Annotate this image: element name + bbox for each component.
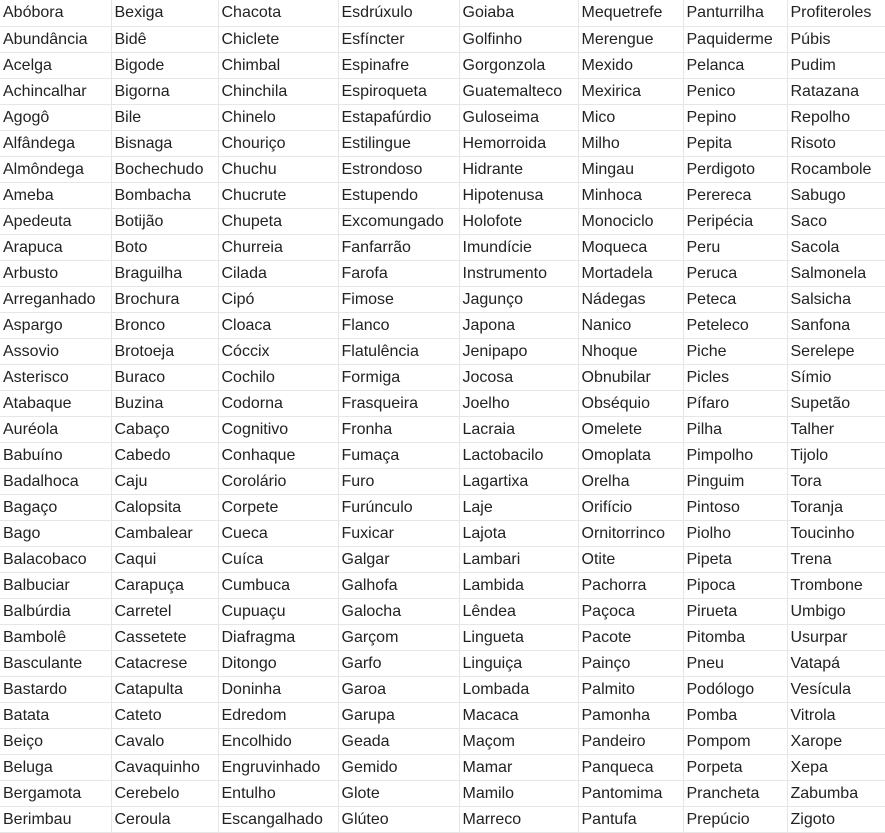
word-cell: Usurpar: [787, 624, 885, 650]
word-cell: Sanfona: [787, 312, 885, 338]
word-cell: Hidrante: [459, 156, 578, 182]
word-cell: Penico: [683, 78, 787, 104]
word-cell: Sabugo: [787, 182, 885, 208]
word-cell: Talher: [787, 416, 885, 442]
word-cell: Cipó: [218, 286, 338, 312]
grid-row: [0, 494, 885, 520]
word-cell: Lajota: [459, 520, 578, 546]
word-cell: Frasqueira: [338, 390, 459, 416]
word-cell: Salsicha: [787, 286, 885, 312]
word-cell: Edredom: [218, 702, 338, 728]
word-cell: Apedeuta: [0, 208, 111, 234]
word-cell: Cavalo: [111, 728, 218, 754]
word-cell: Galgar: [338, 546, 459, 572]
word-cell: Chupeta: [218, 208, 338, 234]
word-cell: Perereca: [683, 182, 787, 208]
word-cell: Balbuciar: [0, 572, 111, 598]
word-cell: Ceroula: [111, 806, 218, 832]
word-cell: Braguilha: [111, 260, 218, 286]
word-cell: Painço: [578, 650, 683, 676]
word-cell: Milho: [578, 130, 683, 156]
word-cell: Lagartixa: [459, 468, 578, 494]
grid-row: [0, 806, 885, 832]
word-cell: Botijão: [111, 208, 218, 234]
word-cell: Agogô: [0, 104, 111, 130]
word-cell: Mexirica: [578, 78, 683, 104]
word-cell: Excomungado: [338, 208, 459, 234]
word-cell: Pantomima: [578, 780, 683, 806]
grid-row: [0, 130, 885, 156]
word-cell: Alfândega: [0, 130, 111, 156]
grid-row: [0, 312, 885, 338]
word-cell: Pintoso: [683, 494, 787, 520]
word-cell: Bochechudo: [111, 156, 218, 182]
word-cell: Cerebelo: [111, 780, 218, 806]
word-cell: Furo: [338, 468, 459, 494]
word-cell: Palmito: [578, 676, 683, 702]
word-cell: Pepino: [683, 104, 787, 130]
word-cell: Panqueca: [578, 754, 683, 780]
word-cell: Peru: [683, 234, 787, 260]
word-cell: Merengue: [578, 26, 683, 52]
word-cell: Babuíno: [0, 442, 111, 468]
grid-row: [0, 156, 885, 182]
word-cell: Chacota: [218, 0, 338, 26]
grid-row: [0, 260, 885, 286]
word-cell: Codorna: [218, 390, 338, 416]
word-cell: Geada: [338, 728, 459, 754]
word-cell: Garfo: [338, 650, 459, 676]
word-cell: Pantufa: [578, 806, 683, 832]
word-cell: Xarope: [787, 728, 885, 754]
word-cell: Toucinho: [787, 520, 885, 546]
word-cell: Linguiça: [459, 650, 578, 676]
word-cell: Farofa: [338, 260, 459, 286]
word-cell: Piolho: [683, 520, 787, 546]
word-cell: Balbúrdia: [0, 598, 111, 624]
word-cell: Vesícula: [787, 676, 885, 702]
word-cell: Mexido: [578, 52, 683, 78]
word-cell: Profiteroles: [787, 0, 885, 26]
word-cell: Pitomba: [683, 624, 787, 650]
word-cell: Caju: [111, 468, 218, 494]
grid-row: [0, 26, 885, 52]
grid-row: [0, 702, 885, 728]
word-cell: Buzina: [111, 390, 218, 416]
grid-row: [0, 0, 885, 26]
word-cell: Serelepe: [787, 338, 885, 364]
word-cell: Obnubilar: [578, 364, 683, 390]
word-cell: Rocambole: [787, 156, 885, 182]
grid-row: [0, 546, 885, 572]
word-cell: Picles: [683, 364, 787, 390]
word-cell: Salmonela: [787, 260, 885, 286]
word-cell: Boto: [111, 234, 218, 260]
word-cell: Pirueta: [683, 598, 787, 624]
word-cell: Corolário: [218, 468, 338, 494]
word-cell: Garupa: [338, 702, 459, 728]
word-cell: Cassetete: [111, 624, 218, 650]
grid-row: [0, 780, 885, 806]
word-cell: Cumbuca: [218, 572, 338, 598]
word-cell: Supetão: [787, 390, 885, 416]
word-cell: Saco: [787, 208, 885, 234]
word-cell: Pelanca: [683, 52, 787, 78]
word-cell: Pinguim: [683, 468, 787, 494]
word-cell: Guloseima: [459, 104, 578, 130]
word-cell: Fuxicar: [338, 520, 459, 546]
word-cell: Moqueca: [578, 234, 683, 260]
grid-row: [0, 520, 885, 546]
word-cell: Tora: [787, 468, 885, 494]
word-cell: Cavaquinho: [111, 754, 218, 780]
word-cell: Bago: [0, 520, 111, 546]
word-cell: Flanco: [338, 312, 459, 338]
word-cell: Paquiderme: [683, 26, 787, 52]
word-cell: Arbusto: [0, 260, 111, 286]
word-cell: Esdrúxulo: [338, 0, 459, 26]
word-cell: Brotoeja: [111, 338, 218, 364]
word-cell: Mico: [578, 104, 683, 130]
word-cell: Caqui: [111, 546, 218, 572]
word-cell: Calopsita: [111, 494, 218, 520]
grid-row: [0, 728, 885, 754]
word-cell: Jagunço: [459, 286, 578, 312]
word-cell: Buraco: [111, 364, 218, 390]
word-cell: Porpeta: [683, 754, 787, 780]
word-cell: Laje: [459, 494, 578, 520]
word-cell: Gorgonzola: [459, 52, 578, 78]
word-cell: Glote: [338, 780, 459, 806]
word-cell: Ditongo: [218, 650, 338, 676]
word-cell: Espinafre: [338, 52, 459, 78]
word-cell: Minhoca: [578, 182, 683, 208]
word-cell: Fronha: [338, 416, 459, 442]
word-cell: Corpete: [218, 494, 338, 520]
word-cell: Chimbal: [218, 52, 338, 78]
word-cell: Encolhido: [218, 728, 338, 754]
word-cell: Cuíca: [218, 546, 338, 572]
word-cell: Prancheta: [683, 780, 787, 806]
grid-row: [0, 52, 885, 78]
word-cell: Pepita: [683, 130, 787, 156]
word-cell: Engruvinhado: [218, 754, 338, 780]
word-cell: Omelete: [578, 416, 683, 442]
word-cell: Hemorroida: [459, 130, 578, 156]
word-cell: Estrondoso: [338, 156, 459, 182]
word-cell: Conhaque: [218, 442, 338, 468]
word-cell: Pimpolho: [683, 442, 787, 468]
word-cell: Esfíncter: [338, 26, 459, 52]
word-cell: Pipoca: [683, 572, 787, 598]
word-cell: Zabumba: [787, 780, 885, 806]
word-cell: Trombone: [787, 572, 885, 598]
word-cell: Badalhoca: [0, 468, 111, 494]
word-cell: Diafragma: [218, 624, 338, 650]
grid-row: [0, 390, 885, 416]
word-cell: Ratazana: [787, 78, 885, 104]
word-cell: Pipeta: [683, 546, 787, 572]
word-cell: Obséquio: [578, 390, 683, 416]
word-cell: Entulho: [218, 780, 338, 806]
grid-row: [0, 754, 885, 780]
word-cell: Repolho: [787, 104, 885, 130]
word-cell: Panturrilha: [683, 0, 787, 26]
word-cell: Carapuça: [111, 572, 218, 598]
word-cell: Pompom: [683, 728, 787, 754]
word-cell: Garoa: [338, 676, 459, 702]
word-cell: Cambalear: [111, 520, 218, 546]
word-cell: Basculante: [0, 650, 111, 676]
word-cell: Goiaba: [459, 0, 578, 26]
word-cell: Piche: [683, 338, 787, 364]
word-cell: Ornitorrinco: [578, 520, 683, 546]
word-cell: Macaca: [459, 702, 578, 728]
word-cell: Chiclete: [218, 26, 338, 52]
word-cell: Chouriço: [218, 130, 338, 156]
word-cell: Cueca: [218, 520, 338, 546]
word-cell: Otite: [578, 546, 683, 572]
word-cell: Fimose: [338, 286, 459, 312]
word-cell: Cochilo: [218, 364, 338, 390]
word-cell: Chuchu: [218, 156, 338, 182]
word-cell: Espiroqueta: [338, 78, 459, 104]
word-cell: Pandeiro: [578, 728, 683, 754]
word-cell: Símio: [787, 364, 885, 390]
word-cell: Bisnaga: [111, 130, 218, 156]
grid-row: [0, 182, 885, 208]
word-cell: Paçoca: [578, 598, 683, 624]
word-cell: Chinchila: [218, 78, 338, 104]
grid-row: [0, 598, 885, 624]
word-cell: Cateto: [111, 702, 218, 728]
grid-row: [0, 468, 885, 494]
word-cell: Cilada: [218, 260, 338, 286]
word-cell: Cabedo: [111, 442, 218, 468]
word-cell: Bigorna: [111, 78, 218, 104]
word-cell: Ameba: [0, 182, 111, 208]
word-cell: Nanico: [578, 312, 683, 338]
word-cell: Chucrute: [218, 182, 338, 208]
word-cell: Catacrese: [111, 650, 218, 676]
grid-row: [0, 676, 885, 702]
word-cell: Chinelo: [218, 104, 338, 130]
word-cell: Peteca: [683, 286, 787, 312]
word-cell: Estapafúrdio: [338, 104, 459, 130]
word-cell: Pudim: [787, 52, 885, 78]
word-cell: Prepúcio: [683, 806, 787, 832]
word-cell: Púbis: [787, 26, 885, 52]
word-cell: Mamar: [459, 754, 578, 780]
word-cell: Bastardo: [0, 676, 111, 702]
word-cell: Lêndea: [459, 598, 578, 624]
word-cell: Orelha: [578, 468, 683, 494]
word-cell: Catapulta: [111, 676, 218, 702]
word-cell: Lactobacilo: [459, 442, 578, 468]
word-cell: Garçom: [338, 624, 459, 650]
word-cell: Auréola: [0, 416, 111, 442]
grid-row: [0, 208, 885, 234]
word-cell: Mingau: [578, 156, 683, 182]
word-cell: Beluga: [0, 754, 111, 780]
word-cell: Vatapá: [787, 650, 885, 676]
word-cell: Cupuaçu: [218, 598, 338, 624]
word-cell: Tijolo: [787, 442, 885, 468]
word-cell: Jocosa: [459, 364, 578, 390]
word-cell: Peruca: [683, 260, 787, 286]
word-cell: Formiga: [338, 364, 459, 390]
word-cell: Gemido: [338, 754, 459, 780]
word-cell: Joelho: [459, 390, 578, 416]
word-cell: Mortadela: [578, 260, 683, 286]
word-cell: Cabaço: [111, 416, 218, 442]
word-cell: Golfinho: [459, 26, 578, 52]
word-cell: Xepa: [787, 754, 885, 780]
word-cell: Escangalhado: [218, 806, 338, 832]
word-cell: Omoplata: [578, 442, 683, 468]
word-cell: Marreco: [459, 806, 578, 832]
word-cell: Mequetrefe: [578, 0, 683, 26]
word-cell: Nhoque: [578, 338, 683, 364]
word-cell: Arapuca: [0, 234, 111, 260]
word-cell: Japona: [459, 312, 578, 338]
word-cell: Pilha: [683, 416, 787, 442]
grid-row: [0, 104, 885, 130]
word-cell: Lingueta: [459, 624, 578, 650]
word-cell: Aspargo: [0, 312, 111, 338]
grid-row: [0, 286, 885, 312]
word-cell: Pachorra: [578, 572, 683, 598]
word-cell: Fanfarrão: [338, 234, 459, 260]
word-cell: Pomba: [683, 702, 787, 728]
word-cell: Lombada: [459, 676, 578, 702]
grid-row: [0, 78, 885, 104]
word-cell: Pífaro: [683, 390, 787, 416]
grid-row: [0, 650, 885, 676]
word-cell: Bambolê: [0, 624, 111, 650]
word-cell: Bigode: [111, 52, 218, 78]
word-cell: Assovio: [0, 338, 111, 364]
word-cell: Sacola: [787, 234, 885, 260]
grid-row: [0, 338, 885, 364]
word-cell: Achincalhar: [0, 78, 111, 104]
word-cell: Galhofa: [338, 572, 459, 598]
grid-row: [0, 624, 885, 650]
word-cell: Lambida: [459, 572, 578, 598]
word-cell: Asterisco: [0, 364, 111, 390]
grid-row: [0, 442, 885, 468]
word-cell: Hipotenusa: [459, 182, 578, 208]
word-cell: Nádegas: [578, 286, 683, 312]
word-cell: Balacobaco: [0, 546, 111, 572]
word-cell: Beiço: [0, 728, 111, 754]
word-cell: Jenipapo: [459, 338, 578, 364]
word-cell: Maçom: [459, 728, 578, 754]
word-cell: Atabaque: [0, 390, 111, 416]
word-cell: Lacraia: [459, 416, 578, 442]
word-cell: Imundície: [459, 234, 578, 260]
word-cell: Toranja: [787, 494, 885, 520]
word-cell: Vitrola: [787, 702, 885, 728]
word-cell: Fumaça: [338, 442, 459, 468]
word-cell: Furúnculo: [338, 494, 459, 520]
word-cell: Galocha: [338, 598, 459, 624]
word-cell: Pneu: [683, 650, 787, 676]
word-cell: Perdigoto: [683, 156, 787, 182]
word-cell: Cloaca: [218, 312, 338, 338]
grid-row: [0, 572, 885, 598]
word-cell: Pacote: [578, 624, 683, 650]
word-cell: Cóccix: [218, 338, 338, 364]
word-cell: Abundância: [0, 26, 111, 52]
word-cell: Brochura: [111, 286, 218, 312]
word-cell: Glúteo: [338, 806, 459, 832]
word-cell: Arreganhado: [0, 286, 111, 312]
word-cell: Lambari: [459, 546, 578, 572]
word-cell: Podólogo: [683, 676, 787, 702]
word-cell: Guatemalteco: [459, 78, 578, 104]
word-cell: Holofote: [459, 208, 578, 234]
word-cell: Peteleco: [683, 312, 787, 338]
grid-row: [0, 416, 885, 442]
word-cell: Bexiga: [111, 0, 218, 26]
word-cell: Pamonha: [578, 702, 683, 728]
word-cell: Churreia: [218, 234, 338, 260]
word-cell: Carretel: [111, 598, 218, 624]
word-cell: Instrumento: [459, 260, 578, 286]
word-cell: Monociclo: [578, 208, 683, 234]
word-cell: Bergamota: [0, 780, 111, 806]
word-cell: Bronco: [111, 312, 218, 338]
word-cell: Bidê: [111, 26, 218, 52]
word-cell: Batata: [0, 702, 111, 728]
word-cell: Mamilo: [459, 780, 578, 806]
word-cell: Acelga: [0, 52, 111, 78]
word-cell: Abóbora: [0, 0, 111, 26]
word-cell: Flatulência: [338, 338, 459, 364]
word-cell: Bombacha: [111, 182, 218, 208]
word-cell: Bagaço: [0, 494, 111, 520]
word-cell: Umbigo: [787, 598, 885, 624]
word-cell: Estilingue: [338, 130, 459, 156]
word-cell: Zigoto: [787, 806, 885, 832]
word-cell: Estupendo: [338, 182, 459, 208]
grid-row: [0, 234, 885, 260]
word-cell: Cognitivo: [218, 416, 338, 442]
word-cell: Berimbau: [0, 806, 111, 832]
word-cell: Doninha: [218, 676, 338, 702]
word-cell: Risoto: [787, 130, 885, 156]
word-cell: Bile: [111, 104, 218, 130]
word-cell: Trena: [787, 546, 885, 572]
word-cell: Peripécia: [683, 208, 787, 234]
word-cell: Orifício: [578, 494, 683, 520]
grid-row: [0, 364, 885, 390]
word-cell: Almôndega: [0, 156, 111, 182]
